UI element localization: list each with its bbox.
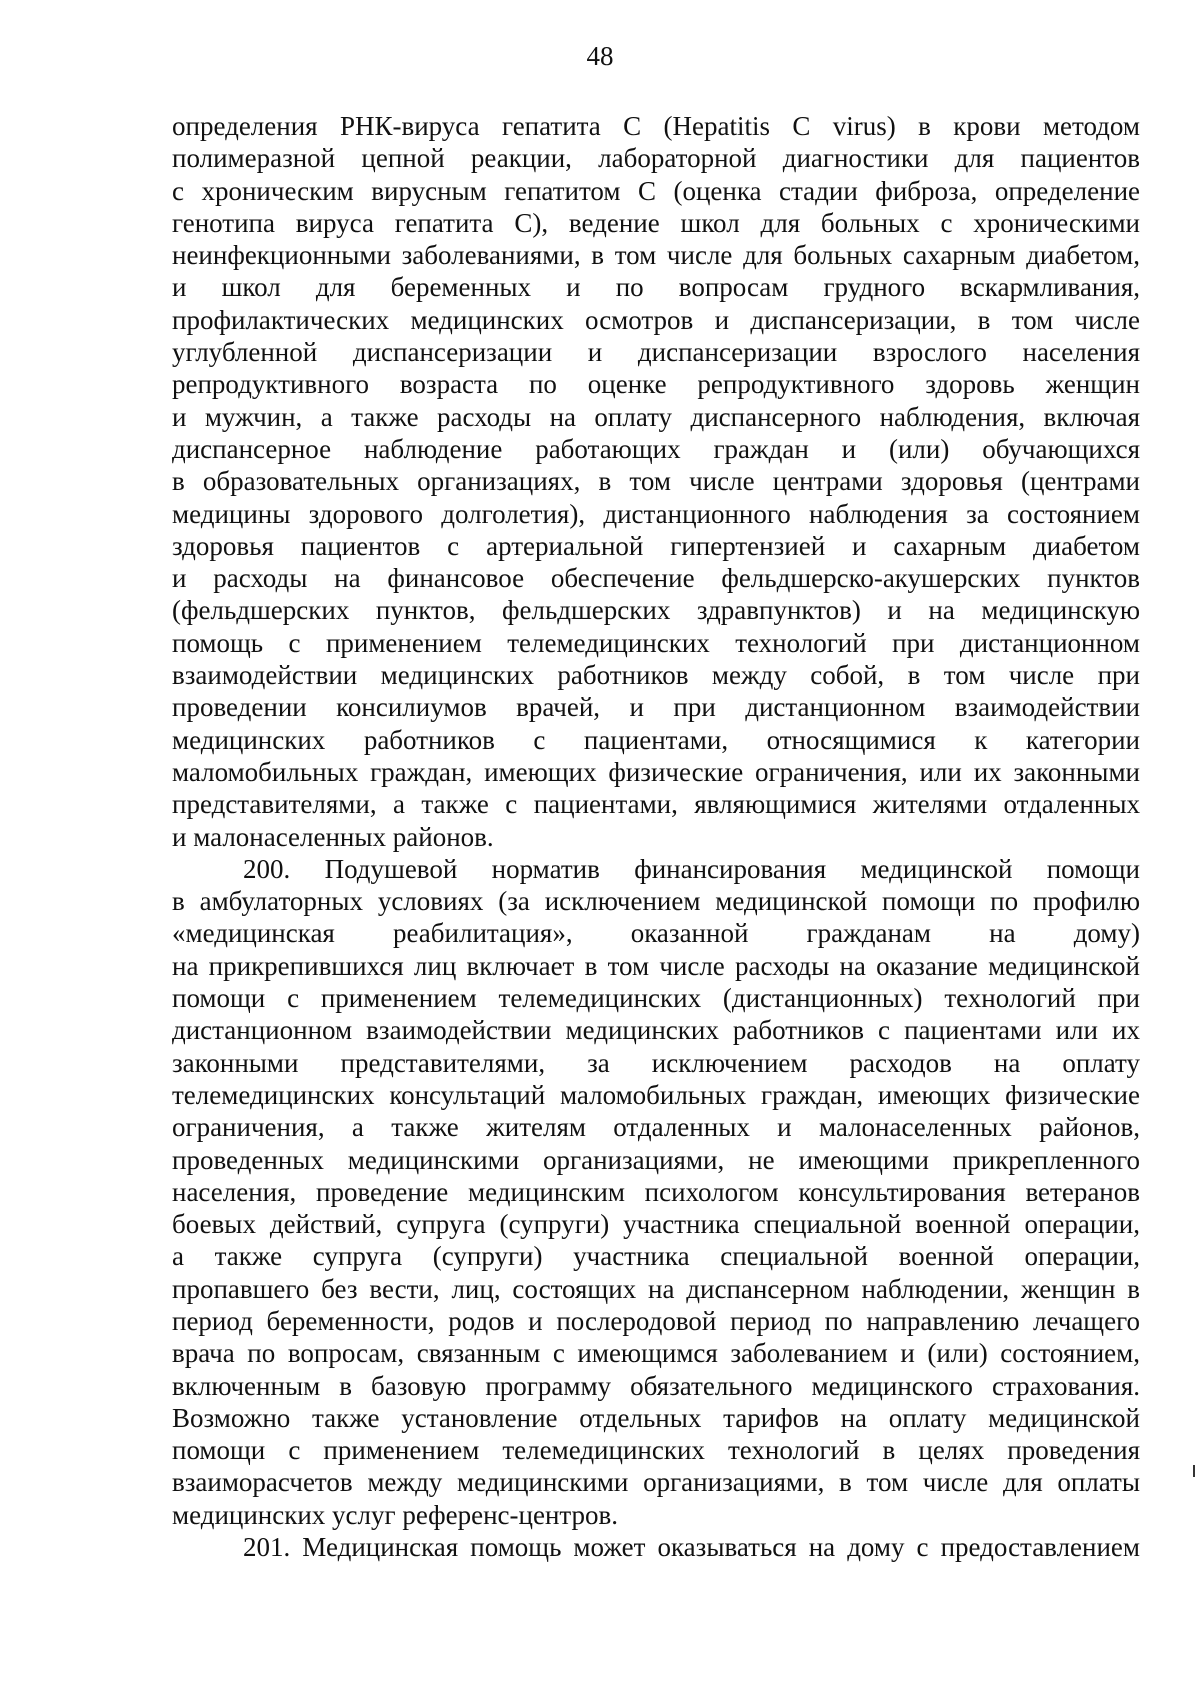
text-line: представителями, а также с пациентами, являющимися жителями отдаленных [172, 789, 1140, 820]
text-line: период беременности, родов и послеродовой период по направлению лечащего [172, 1305, 1140, 1336]
text-line: профилактических медицинских осмотров и диспансеризации, в том числе [172, 304, 1140, 335]
text-line: (фельдшерских пунктов, фельдшерских здравпунктов) и на медицинскую [172, 595, 1140, 626]
text-line: 201. Медицинская помощь может оказываться на дому с предоставлением [243, 1532, 1140, 1563]
text-line: в образовательных организациях, в том числе центрами здоровья (центрами [172, 466, 1140, 497]
text-line: в амбулаторных условиях (за исключением медицинской помощи по профилю [172, 886, 1140, 917]
text-line: помощи с применением телемедицинских (дистанционных) технологий при [172, 983, 1140, 1014]
text-line: законными представителями, за исключением расходов на оплату [172, 1047, 1140, 1078]
text-line: дистанционном взаимодействии медицинских работников с пациентами или их [172, 1015, 1140, 1046]
text-line: 200. Подушевой норматив финансирования медицинской помощи [243, 853, 1140, 884]
margin-mark [1193, 1465, 1195, 1477]
text-line: включенным в базовую программу обязательного медицинского страхования. [172, 1370, 1140, 1401]
text-line: медицины здорового долголетия), дистанционного наблюдения за состоянием [172, 498, 1140, 529]
document-body [172, 110, 1140, 1563]
text-line: и расходы на финансовое обеспечение фельдшерско-акушерских пунктов [172, 563, 1140, 594]
text-line: проведении консилиумов врачей, и при дистанционном взаимодействии [172, 692, 1140, 723]
text-line: телемедицинских консультаций маломобильных граждан, имеющих физические [172, 1079, 1140, 1110]
text-line: с хроническим вирусным гепатитом С (оценка стадии фиброза, определение [172, 175, 1140, 206]
text-line: пропавшего без вести, лиц, состоящих на диспансерном наблюдении, женщин в [172, 1273, 1140, 1304]
text-line: «медицинская реабилитация», оказанной гражданам на дому) [172, 918, 1140, 949]
page-number: 48 [586, 41, 614, 71]
text-line: помощь с применением телемедицинских технологий при дистанционном [172, 627, 1140, 658]
text-line: полимеразной цепной реакции, лабораторной диагностики для пациентов [172, 143, 1140, 174]
text-line: ограничения, а также жителям отдаленных и малонаселенных районов, [172, 1112, 1140, 1143]
text-line: боевых действий, супруга (супруги) участника специальной военной операции, [172, 1209, 1140, 1240]
text-line: на прикрепившихся лиц включает в том числе расходы на оказание медицинской [172, 950, 1140, 981]
text-line: репродуктивного возраста по оценке репродуктивного здоровь женщин [172, 369, 1140, 400]
text-line: проведенных медицинскими организациями, не имеющими прикрепленного [172, 1144, 1140, 1175]
text-line: медицинских услуг референс-центров. [172, 1499, 619, 1530]
text-line: здоровья пациентов с артериальной гипертензией и сахарным диабетом [172, 530, 1140, 561]
text-line: а также супруга (супруги) участника специальной военной операции, [172, 1241, 1140, 1272]
text-line: генотипа вируса гепатита С), ведение школ для больных с хроническими [172, 207, 1140, 238]
text-line: Возможно также установление отдельных тарифов на оплату медицинской [172, 1402, 1140, 1433]
text-line: маломобильных граждан, имеющих физические ограничения, или их законными [172, 756, 1140, 787]
text-line: и мужчин, а также расходы на оплату диспансерного наблюдения, включая [172, 401, 1140, 432]
text-line: углубленной диспансеризации и диспансеризации взрослого населения [172, 337, 1140, 368]
text-line: помощи с применением телемедицинских технологий в целях проведения [172, 1435, 1140, 1466]
text-line: врача по вопросам, связанным с имеющимся заболеванием и (или) состоянием, [172, 1338, 1140, 1369]
text-line: населения, проведение медицинским психологом консультирования ветеранов [172, 1176, 1140, 1207]
text-line: диспансерное наблюдение работающих граждан и (или) обучающихся [172, 433, 1140, 464]
text-line: и школ для беременных и по вопросам грудного вскармливания, [172, 272, 1140, 303]
text-line: и малонаселенных районов. [172, 821, 494, 852]
text-line: взаиморасчетов между медицинскими организациями, в том числе для оплаты [172, 1467, 1140, 1498]
text-line: определения РНК-вируса гепатита С (Hepatitis C virus) в крови методом [172, 111, 1140, 141]
text-line: медицинских работников с пациентами, относящимися к категории [172, 724, 1140, 755]
text-line: взаимодействии медицинских работников между собой, в том числе при [172, 660, 1140, 691]
text-line: неинфекционными заболеваниями, в том числе для больных сахарным диабетом, [172, 240, 1140, 271]
